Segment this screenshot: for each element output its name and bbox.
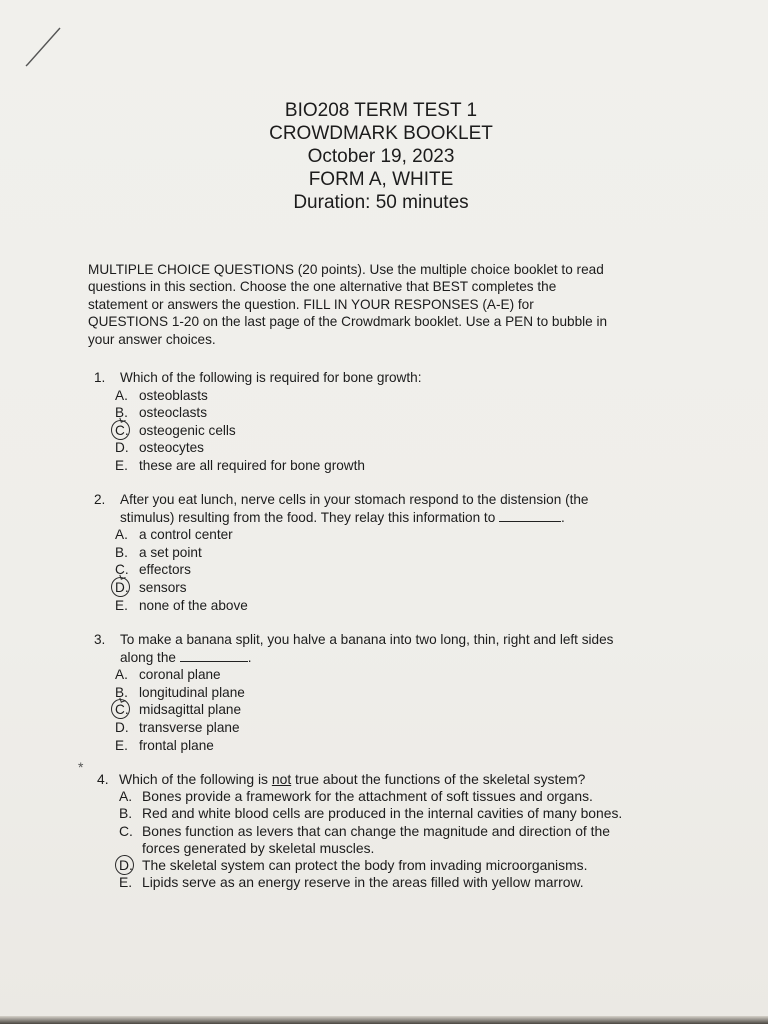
question-number: 3. bbox=[94, 632, 106, 647]
option-letter: D. bbox=[115, 719, 129, 735]
option-text: longitudinal plane bbox=[139, 684, 245, 700]
option-text: The skeletal system can protect the body from invading microorganisms. bbox=[142, 857, 588, 874]
instructions-line: MULTIPLE CHOICE QUESTIONS (20 points). Use the multiple choice booklet to read bbox=[88, 262, 604, 277]
option-e bbox=[94, 737, 613, 755]
option-letter-circled: D. bbox=[115, 579, 129, 595]
question-text: After you eat lunch, nerve cells in your stomach respond to the distension (the bbox=[120, 492, 589, 507]
option-d bbox=[94, 439, 422, 457]
question-stem bbox=[97, 771, 697, 788]
question-emphasis: not bbox=[271, 771, 292, 787]
option-letter-circled: C. bbox=[115, 422, 129, 438]
option-letter: C. bbox=[119, 822, 133, 839]
option-e bbox=[94, 597, 589, 615]
option-text: midsagittal plane bbox=[139, 702, 242, 718]
option-text: Bones provide a framework for the attachment of soft tissues and organs. bbox=[142, 788, 593, 805]
instructions bbox=[88, 261, 668, 348]
option-e bbox=[97, 874, 697, 891]
option-letter: E. bbox=[115, 597, 128, 613]
option-text: Lipids serve as an energy reserve in the areas filled with yellow marrow. bbox=[142, 874, 584, 891]
option-text: osteoclasts bbox=[139, 405, 208, 421]
question-text: stimulus) resulting from the food. They relay this information to bbox=[120, 509, 496, 525]
option-letter: A. bbox=[115, 667, 128, 683]
question-3 bbox=[94, 631, 613, 754]
answer-blank bbox=[180, 649, 248, 662]
option-letter-crossed-out: B. bbox=[115, 684, 128, 700]
option-letter: E. bbox=[119, 874, 133, 891]
question-stem bbox=[94, 491, 589, 526]
question-2 bbox=[94, 491, 589, 614]
question-number: 2. bbox=[94, 492, 106, 507]
question-text: To make a banana split, you halve a banana into two long, thin, right and left sides bbox=[120, 632, 614, 647]
option-text: osteogenic cells bbox=[139, 422, 236, 438]
option-c bbox=[94, 701, 613, 719]
option-letter-circled: C. bbox=[115, 702, 129, 718]
option-b bbox=[94, 404, 422, 422]
option-a bbox=[94, 666, 613, 684]
option-c bbox=[94, 422, 422, 440]
option-b bbox=[94, 544, 589, 562]
booklet-title: CROWDMARK BOOKLET bbox=[269, 123, 493, 144]
option-text: these are all required for bone growth bbox=[139, 457, 365, 473]
course-title: BIO208 TERM TEST 1 bbox=[284, 100, 478, 121]
option-letter: A. bbox=[115, 387, 128, 403]
option-c bbox=[97, 823, 697, 840]
option-text: effectors bbox=[139, 562, 191, 578]
question-text-line-2 bbox=[120, 649, 613, 667]
option-text: none of the above bbox=[139, 597, 248, 613]
option-a bbox=[94, 387, 422, 405]
option-text: frontal plane bbox=[139, 737, 214, 753]
option-letter: D. bbox=[115, 440, 129, 456]
option-a bbox=[97, 788, 697, 805]
instructions-line: QUESTIONS 1-20 on the last page of the Crowdmark booklet. Use a PEN to bubble in bbox=[88, 314, 608, 330]
option-letter-crossed-out: B. bbox=[115, 405, 128, 421]
exam-form: FORM A, WHITE bbox=[308, 169, 454, 190]
question-stem bbox=[94, 369, 422, 387]
option-b bbox=[97, 805, 697, 822]
option-text: osteocytes bbox=[139, 440, 204, 456]
instructions-line: statement or answers the question. FILL IN YOUR RESPONSES (A-E) for bbox=[88, 296, 534, 312]
page-bottom-edge bbox=[0, 1016, 768, 1024]
question-end: . bbox=[561, 509, 565, 525]
option-text: a set point bbox=[139, 544, 202, 560]
option-b bbox=[94, 684, 613, 702]
question-stem bbox=[94, 631, 613, 666]
option-a bbox=[94, 526, 589, 544]
option-text: transverse plane bbox=[139, 719, 240, 735]
instructions-line: your answer choices. bbox=[88, 331, 216, 347]
option-text: osteoblasts bbox=[139, 387, 208, 403]
question-text: true about the functions of the skeletal system? bbox=[295, 771, 586, 787]
option-c bbox=[94, 561, 589, 579]
question-text-line-2 bbox=[120, 509, 589, 527]
answer-blank bbox=[499, 509, 561, 522]
option-letter: A. bbox=[115, 527, 128, 543]
question-4 bbox=[97, 771, 697, 891]
question-text: Which of the following is required for bone growth: bbox=[120, 370, 422, 385]
option-d bbox=[94, 579, 589, 597]
instructions-line: questions in this section. Choose the one alternative that BEST completes the bbox=[88, 279, 557, 295]
option-e bbox=[94, 457, 422, 475]
option-d bbox=[94, 719, 613, 737]
option-letter: B. bbox=[115, 544, 128, 560]
option-letter: E. bbox=[115, 457, 128, 473]
question-text: along the bbox=[120, 649, 176, 665]
option-letter-circled: D. bbox=[119, 857, 133, 874]
question-text: Which of the following is bbox=[119, 771, 269, 787]
option-text: Bones function as levers that can change the magnitude and direction of the bbox=[142, 822, 610, 839]
option-d bbox=[97, 857, 697, 874]
option-letter: B. bbox=[119, 805, 133, 822]
star-mark: * bbox=[78, 759, 84, 775]
option-text: coronal plane bbox=[139, 667, 221, 683]
option-text: sensors bbox=[139, 579, 187, 595]
exam-date: October 19, 2023 bbox=[307, 146, 455, 167]
option-letter: E. bbox=[115, 737, 128, 753]
option-letter-crossed-out: C. bbox=[115, 562, 129, 578]
question-number: 4. bbox=[97, 771, 109, 787]
question-number: 1. bbox=[94, 370, 106, 385]
pen-stroke-mark bbox=[24, 26, 64, 68]
question-end: . bbox=[247, 649, 252, 665]
exam-duration: Duration: 50 minutes bbox=[293, 192, 469, 213]
option-text: Red and white blood cells are produced in the internal cavities of many bones. bbox=[142, 805, 623, 822]
question-1 bbox=[94, 369, 422, 475]
option-letter: A. bbox=[119, 788, 133, 805]
option-text: a control center bbox=[139, 527, 233, 543]
option-c-continuation: forces generated by skeletal muscles. bbox=[142, 839, 375, 856]
exam-header bbox=[0, 99, 762, 214]
